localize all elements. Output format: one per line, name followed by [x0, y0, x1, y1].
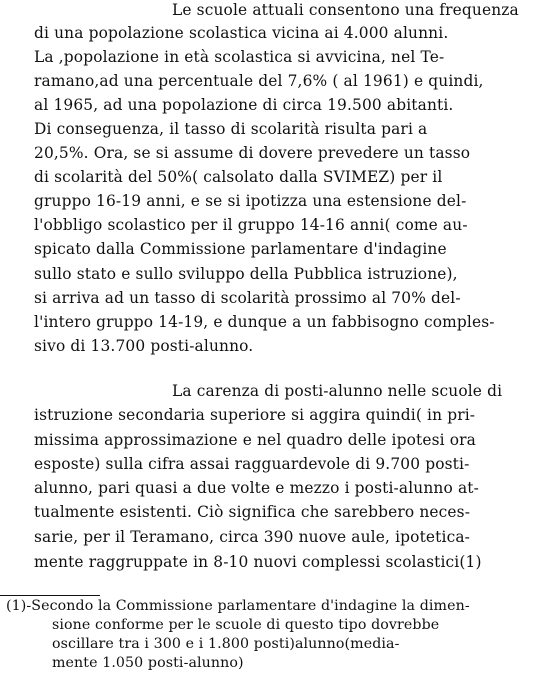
- paragraph-1-line-14: l'intero gruppo 14-19, e dunque a un fabbisogno comples-: [34, 313, 495, 331]
- paragraph-1-line-1: Le scuole attuali consentono una frequenza: [172, 1, 519, 19]
- footnote-line-3: oscillare tra i 300 e i 1.800 posti)alunno(media-: [52, 636, 400, 652]
- paragraph-2-line-1: La carenza di posti-alunno nelle scuole di: [172, 382, 503, 400]
- footnote-separator: [0, 595, 100, 596]
- footnote-line-4: mente 1.050 posti-alunno): [52, 655, 244, 671]
- paragraph-1-line-2: di una popolazione scolastica vicina ai 4.000 alunni.: [34, 24, 449, 42]
- paragraph-1-line-5: al 1965, ad una popolazione di circa 19.500 abitanti.: [34, 96, 454, 114]
- paragraph-2-line-2: istruzione secondaria superiore si aggira quindi( in pri-: [34, 406, 476, 424]
- paragraph-1-line-13: si arriva ad un tasso di scolarità prossimo al 70% del-: [34, 289, 461, 307]
- paragraph-1-line-9: gruppo 16-19 anni, e se si ipotizza una estensione del-: [34, 192, 467, 210]
- footnote-line-2: sione conforme per le scuole di questo tipo dovrebbe: [52, 617, 440, 633]
- paragraph-2-line-7: sarie, per il Teramano, circa 390 nuove aule, ipotetica-: [34, 528, 471, 546]
- paragraph-2-line-3: missima approssimazione e nel quadro delle ipotesi ora: [34, 431, 476, 449]
- paragraph-2-line-6: tualmente esistenti. Ciò significa che sarebbero neces-: [34, 503, 471, 521]
- paragraph-1-line-6: Di conseguenza, il tasso di scolarità risulta pari a: [34, 120, 428, 138]
- paragraph-1-line-15: sivo di 13.700 posti-alunno.: [34, 337, 254, 355]
- paragraph-1-line-7: 20,5%. Ora, se si assume di dovere prevedere un tasso: [34, 144, 471, 162]
- paragraph-1-line-12: sullo stato e sullo sviluppo della Pubblica istruzione),: [34, 265, 458, 283]
- paragraph-1-line-10: l'obbligo scolastico per il gruppo 14-16 anni( come au-: [34, 216, 468, 234]
- footnote-line-1: (1)-Secondo la Commissione parlamentare d'indagine la dimen-: [6, 598, 470, 614]
- paragraph-1-line-8: di scolarità del 50%( calsolato dalla SVIMEZ) per il: [34, 168, 443, 186]
- paragraph-2-line-4: esposte) sulla cifra assai ragguardevole di 9.700 posti-: [34, 455, 470, 473]
- paragraph-1-line-4: ramano,ad una percentuale del 7,6% ( al 1961) e quindi,: [34, 72, 484, 90]
- paragraph-1-line-3: La ,popolazione in età scolastica si avvicina, nel Te-: [34, 48, 445, 66]
- paragraph-2-line-8: mente raggruppate in 8-10 nuovi complessi scolastici(1): [34, 553, 482, 571]
- paragraph-2-line-5: alunno, pari quasi a due volte e mezzo i posti-alunno at-: [34, 479, 479, 497]
- paragraph-1-line-11: spicato dalla Commissione parlamentare d'indagine: [34, 240, 447, 258]
